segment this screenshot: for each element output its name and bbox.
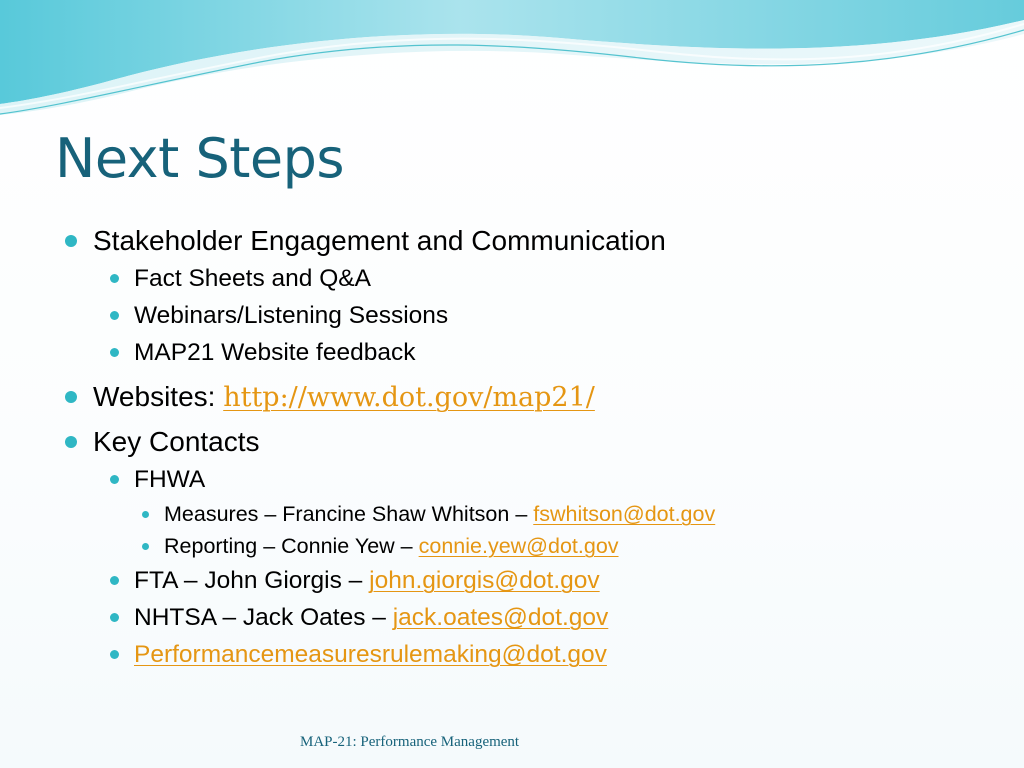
bullet-stakeholder — [62, 222, 992, 260]
map21-website-link[interactable]: http://www.dot.gov/map21/ — [223, 382, 595, 413]
fswhitson-email-link[interactable]: fswhitson@dot.gov — [533, 502, 716, 526]
stakeholder-label: Stakeholder Engagement and Communication — [93, 225, 666, 256]
bullet-dot-icon — [110, 475, 119, 484]
bullet-websites — [62, 378, 992, 416]
sub-bullet-nhtsa — [62, 599, 992, 636]
websites-label: Websites: — [93, 381, 224, 412]
bullet-dot-icon — [65, 391, 77, 403]
bullet-dot-icon — [142, 511, 149, 518]
bullet-dot-icon — [65, 436, 77, 448]
wave-header-decoration — [0, 0, 1024, 130]
bullet-dot-icon — [110, 576, 119, 585]
slide-footer: MAP-21: Performance Management — [300, 734, 520, 750]
slide-title: Next Steps — [55, 127, 345, 190]
key-contacts-label: Key Contacts — [93, 426, 260, 457]
sub-sub-bullet-measures — [62, 498, 992, 530]
bullet-dot-icon — [142, 543, 149, 550]
bullet-dot-icon — [110, 613, 119, 622]
fact-sheets-label: Fact Sheets and Q&A — [134, 265, 371, 292]
bullet-dot-icon — [65, 235, 77, 247]
reporting-contact-label: Reporting – Connie Yew – — [164, 534, 419, 558]
rulemaking-email-link[interactable]: Performancemeasuresrulemaking@dot.gov — [134, 641, 607, 668]
bullet-list — [62, 222, 992, 673]
sub-sub-bullet-reporting — [62, 530, 992, 562]
sub-bullet-website-feedback — [62, 334, 992, 371]
bullet-dot-icon — [110, 650, 119, 659]
sub-bullet-webinars — [62, 297, 992, 334]
jack-oates-email-link[interactable]: jack.oates@dot.gov — [392, 604, 609, 631]
connie-yew-email-link[interactable]: connie.yew@dot.gov — [418, 534, 619, 558]
webinars-label: Webinars/Listening Sessions — [134, 302, 449, 329]
sub-bullet-rulemaking — [62, 636, 992, 673]
bullet-key-contacts — [62, 423, 992, 461]
bullet-dot-icon — [110, 311, 119, 320]
john-giorgis-email-link[interactable]: john.giorgis@dot.gov — [369, 567, 600, 594]
fta-contact-label: FTA – John Giorgis – — [134, 567, 370, 594]
website-feedback-label: MAP21 Website feedback — [134, 339, 416, 366]
bullet-dot-icon — [110, 348, 119, 357]
sub-bullet-fta — [62, 562, 992, 599]
bullet-dot-icon — [110, 274, 119, 283]
measures-contact-label: Measures – Francine Shaw Whitson – — [164, 502, 534, 526]
sub-bullet-fact-sheets — [62, 260, 992, 297]
sub-bullet-fhwa — [62, 461, 992, 498]
nhtsa-contact-label: NHTSA – Jack Oates – — [134, 604, 393, 631]
fhwa-label: FHWA — [134, 466, 206, 493]
